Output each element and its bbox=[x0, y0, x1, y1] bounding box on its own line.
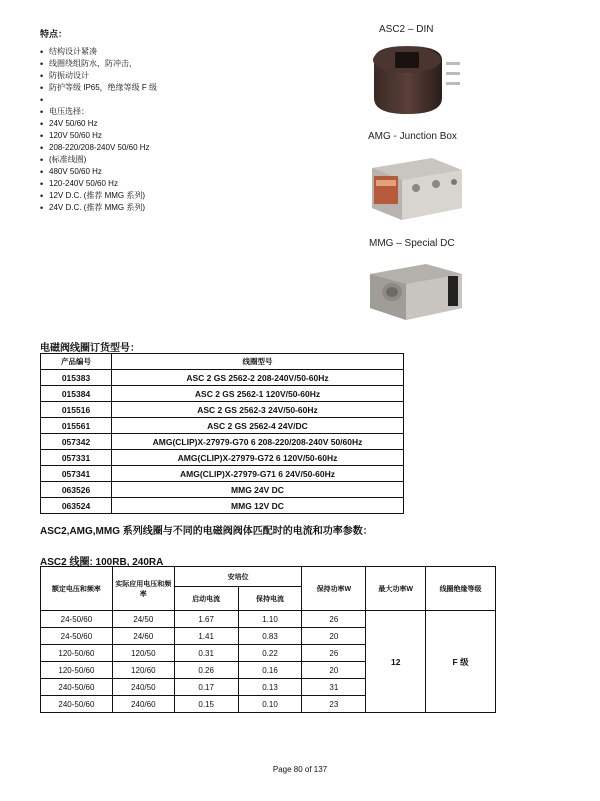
actual-voltage-cell: 24/60 bbox=[112, 628, 174, 645]
rated-voltage-cell: 24-50/60 bbox=[41, 628, 113, 645]
hold-current-cell: 0.22 bbox=[238, 645, 302, 662]
coil-model-cell: AMG(CLIP)X-27979-G71 6 24V/50-60Hz bbox=[112, 466, 404, 482]
feature-item: • 120V 50/60 Hz bbox=[40, 130, 340, 142]
hold-power-cell: 26 bbox=[302, 645, 366, 662]
coil-model-cell: ASC 2 GS 2562-3 24V/50-60Hz bbox=[112, 402, 404, 418]
header-hold-current: 保持电流 bbox=[238, 587, 302, 611]
max-power-cell: 12 bbox=[366, 611, 426, 713]
coil-model-cell: ASC 2 GS 2562-1 120V/50-60Hz bbox=[112, 386, 404, 402]
actual-voltage-cell: 240/50 bbox=[112, 679, 174, 696]
header-actual-voltage: 实际应用电压和频率 bbox=[112, 567, 174, 611]
order-table bbox=[40, 353, 404, 514]
actual-voltage-cell: 240/60 bbox=[112, 696, 174, 713]
start-current-cell: 0.26 bbox=[174, 662, 238, 679]
product-code-cell: 057341 bbox=[41, 466, 112, 482]
hold-current-cell: 0.10 bbox=[238, 696, 302, 713]
feature-item: • 24V 50/60 Hz bbox=[40, 118, 340, 130]
order-table-header-row bbox=[41, 354, 404, 370]
order-table-title: 电磁阀线圈订货型号： bbox=[40, 343, 140, 354]
rated-voltage-cell: 24-50/60 bbox=[41, 611, 113, 628]
table-row bbox=[41, 386, 404, 402]
hold-current-cell: 0.13 bbox=[238, 679, 302, 696]
header-rated-voltage: 额定电压和频率 bbox=[41, 567, 113, 611]
coil-model-cell: ASC 2 GS 2562-2 208-240V/50-60Hz bbox=[112, 370, 404, 386]
hold-power-cell: 31 bbox=[302, 679, 366, 696]
feature-item bbox=[40, 94, 340, 106]
product-code-cell: 015384 bbox=[41, 386, 112, 402]
feature-item: • 线圈绕组防水，防冲击， bbox=[40, 58, 340, 70]
product-label-amg: AMG - Junction Box bbox=[368, 131, 457, 142]
table-row bbox=[41, 482, 404, 498]
start-current-cell: 1.41 bbox=[174, 628, 238, 645]
table-row bbox=[41, 498, 404, 514]
product-code-cell: 057342 bbox=[41, 434, 112, 450]
asc2-din-coil-image bbox=[360, 40, 470, 120]
start-current-cell: 0.17 bbox=[174, 679, 238, 696]
features-list bbox=[40, 46, 340, 214]
rated-voltage-cell: 240-50/60 bbox=[41, 679, 113, 696]
rated-voltage-cell: 240-50/60 bbox=[41, 696, 113, 713]
start-current-cell: 0.15 bbox=[174, 696, 238, 713]
hold-current-cell: 0.83 bbox=[238, 628, 302, 645]
feature-item: • 120-240V 50/60 Hz bbox=[40, 178, 340, 190]
actual-voltage-cell: 120/60 bbox=[112, 662, 174, 679]
hold-power-cell: 26 bbox=[302, 611, 366, 628]
coil-model-cell: MMG 24V DC bbox=[112, 482, 404, 498]
coil-model-cell: ASC 2 GS 2562-4 24V/DC bbox=[112, 418, 404, 434]
header-product-code: 产品编号 bbox=[41, 354, 112, 370]
hold-current-cell: 0.16 bbox=[238, 662, 302, 679]
header-insulation: 线圈绝缘等级 bbox=[426, 567, 496, 611]
start-current-cell: 1.67 bbox=[174, 611, 238, 628]
feature-item: • 防护等级 IP65，绝缘等级 F 级 bbox=[40, 82, 340, 94]
header-hold-power: 保持功率W bbox=[302, 567, 366, 611]
amg-junction-box-image bbox=[362, 148, 470, 228]
product-code-cell: 057331 bbox=[41, 450, 112, 466]
product-code-cell: 063526 bbox=[41, 482, 112, 498]
feature-item: • (标准线圈) bbox=[40, 154, 340, 166]
feature-item: • 电压选择： bbox=[40, 106, 340, 118]
start-current-cell: 0.31 bbox=[174, 645, 238, 662]
insulation-cell: F 级 bbox=[426, 611, 496, 713]
product-label-mmg: MMG – Special DC bbox=[369, 238, 455, 249]
page-number: Page 80 of 137 bbox=[272, 765, 328, 774]
hold-power-cell: 20 bbox=[302, 662, 366, 679]
table-row bbox=[41, 434, 404, 450]
coil-model-cell: MMG 12V DC bbox=[112, 498, 404, 514]
feature-item: • 结构设计紧凑 bbox=[40, 46, 340, 58]
product-code-cell: 015516 bbox=[41, 402, 112, 418]
feature-item: • 防振动设计 bbox=[40, 70, 340, 82]
params-table bbox=[40, 566, 496, 713]
rated-voltage-cell: 120-50/60 bbox=[41, 645, 113, 662]
product-code-cell: 015561 bbox=[41, 418, 112, 434]
mmg-special-dc-image bbox=[362, 256, 470, 326]
coil-model-cell: AMG(CLIP)X-27979-G72 6 120V/50-60Hz bbox=[112, 450, 404, 466]
params-header-row bbox=[41, 567, 496, 587]
product-label-asc2: ASC2 – DIN bbox=[379, 24, 434, 35]
table-row bbox=[41, 450, 404, 466]
hold-power-cell: 23 bbox=[302, 696, 366, 713]
rated-voltage-cell: 120-50/60 bbox=[41, 662, 113, 679]
feature-item: • 208-220/208-240V 50/60 Hz bbox=[40, 142, 340, 154]
feature-item: • 480V 50/60 Hz bbox=[40, 166, 340, 178]
features-title: 特点： bbox=[40, 29, 68, 39]
table-row bbox=[41, 611, 496, 628]
table-row bbox=[41, 370, 404, 386]
feature-item: • 12V D.C. (推荐 MMG 系列) bbox=[40, 190, 340, 202]
hold-power-cell: 20 bbox=[302, 628, 366, 645]
header-ampere: 安培位 bbox=[174, 567, 302, 587]
params-note: ASC2,AMG,MMG 系列线圈与不同的电磁阀阀体匹配时的电流和功率参数： bbox=[40, 526, 373, 537]
header-start-current: 启动电流 bbox=[174, 587, 238, 611]
hold-current-cell: 1.10 bbox=[238, 611, 302, 628]
header-max-power: 最大功率W bbox=[366, 567, 426, 611]
table-row bbox=[41, 402, 404, 418]
asc2-coil-label: ASC2 线圈: 100RB, 240RA bbox=[40, 557, 164, 568]
table-row bbox=[41, 418, 404, 434]
feature-item: • 24V D.C. (推荐 MMG 系列) bbox=[40, 202, 340, 214]
header-coil-model: 线圈型号 bbox=[112, 354, 404, 370]
product-code-cell: 015383 bbox=[41, 370, 112, 386]
features-section bbox=[40, 27, 340, 214]
actual-voltage-cell: 120/50 bbox=[112, 645, 174, 662]
actual-voltage-cell: 24/50 bbox=[112, 611, 174, 628]
product-code-cell: 063524 bbox=[41, 498, 112, 514]
coil-model-cell: AMG(CLIP)X-27979-G70 6 208-220/208-240V 50/60Hz bbox=[112, 434, 404, 450]
table-row bbox=[41, 466, 404, 482]
